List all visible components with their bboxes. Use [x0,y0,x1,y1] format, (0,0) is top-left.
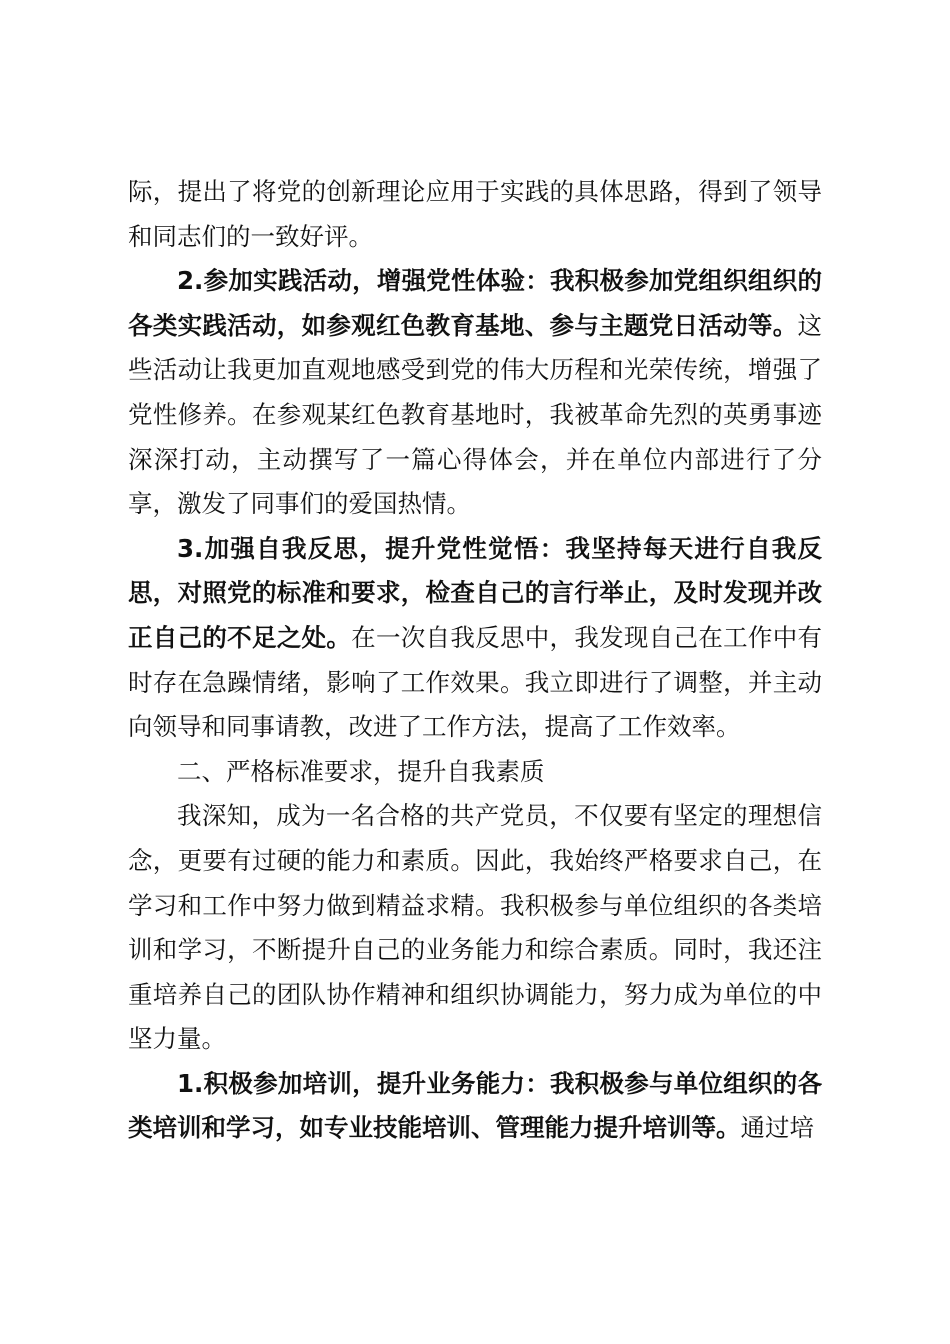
paragraph-training [128,1062,822,1151]
paragraph-text: 际，提出了将党的创新理论应用于实践的具体思路，得到了领导和同志们的一致好评。 [128,177,822,251]
document-page [128,170,822,1151]
section-heading-text: 二、严格标准要求，提升自我素质 [177,756,545,786]
paragraph-heading: 3.加强自我反思，提升党性觉悟：我坚持每天进行自我反思，对照党的标准和要求，检查自己的言行举止，及时发现并改正自己的不足之处。 [128,533,822,652]
paragraph-text: 在一次自我反思中，我发现自己在工作中有时存在急躁情绪，影响了工作效果。我立即进行了调整，并主动向领导和同事请教，改进了工作方法，提高了工作效率。 [128,622,823,742]
paragraph-heading: 2.参加实践活动，增强党性体验：我积极参加党组织组织的各类实践活动，如参观红色教育基地、参与主题党日活动等。 [128,266,822,340]
paragraph-self-reflection [128,527,822,750]
paragraph-text: 这些活动让我更加直观地感受到党的伟大历程和光荣传统，增强了党性修养。在参观某红色教育基地时，我被革命先烈的英勇事迹深深打动，主动撰写了一篇心得体会，并在单位内部进行了分享，激发了同事们的爱国热情。 [128,310,822,519]
paragraph-practice-activities [128,259,822,527]
paragraph-standards [128,794,822,1062]
paragraph-text: 我深知，成为一名合格的共产党员，不仅要有坚定的理想信念，更要有过硬的能力和素质。因此，我始终严格要求自己，在学习和工作中努力做到精益求精。我积极参与单位组织的各类培训和学习，不断提升自己的业务能力和综合素质。同时，我还注重培养自己的团队协作精神和组织协调能力，努力成为单位的中坚力量。 [128,801,822,1054]
paragraph-text: 通过培 [740,1113,814,1143]
paragraph-heading: 1.积极参加培训，提升业务能力：我积极参与单位组织的各类培训和学习，如专业技能培训、管理能力提升培训等。 [128,1068,822,1143]
paragraph-continuation [128,170,822,259]
section-heading [128,750,822,795]
